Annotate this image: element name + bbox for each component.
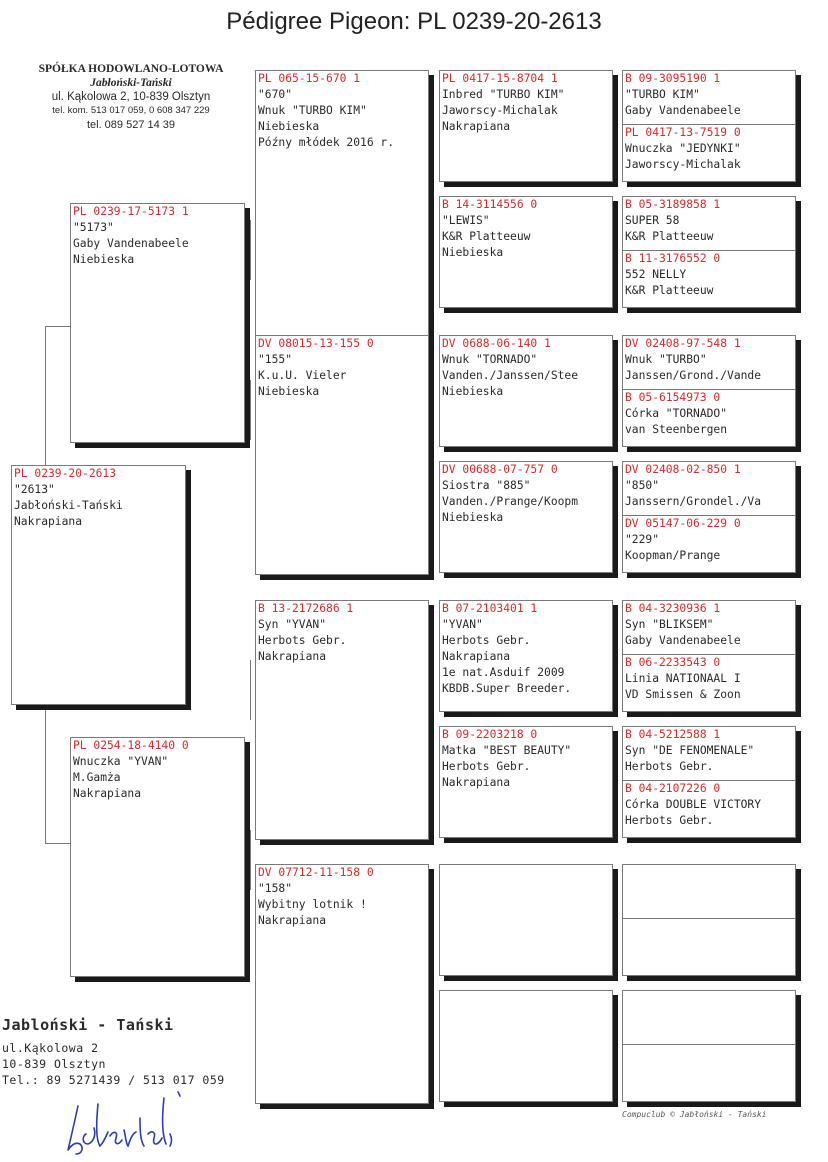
pigeon-detail: Herbots Gebr. [442,760,531,773]
pigeon-detail: Siostra "885" [442,479,531,492]
ring-number: DV 07712-11-158 0 [258,866,374,879]
ring-number: B 11-3176552 0 [625,252,721,265]
ring-number: PL 0417-13-7519 0 [625,126,741,139]
pigeon-detail: Jaworscy-Michalak [625,158,741,171]
pigeon-detail: Córka DOUBLE VICTORY [625,798,762,811]
pigeon-detail: Inbred "TURBO KIM" [442,88,565,101]
ring-number: B 09-2203218 0 [442,728,538,741]
dam-half [623,124,795,181]
pigeon-detail: SUPER 58 [625,214,680,227]
pigeon-detail: K&R Platteeuw [625,230,714,243]
dam-half [623,389,795,446]
ancestor-pair-box [622,600,796,712]
ring-number: PL 0417-15-8704 1 [442,72,558,85]
pigeon-detail: K&R Platteeuw [442,230,531,243]
sire-box [70,203,245,443]
pigeon-detail: K.u.U. Vieler [258,369,347,382]
subject-pigeon-box [11,465,186,705]
pigeon-detail: Vanden./Janssen/Stee [442,369,579,382]
pigeon-detail: M.Gamża [73,771,121,784]
club-header [22,62,240,132]
ancestor-pair-box [622,196,796,308]
pigeon-detail: Linia NATIONAAL I [625,672,741,685]
pedigree-title: Pédigree Pigeon: PL 0239-20-2613 [226,8,602,35]
club-address: ul. Kąkolowa 2, 10-839 Olsztyn [51,91,211,103]
grandparent-box [255,600,429,840]
pigeon-detail: "850" [625,479,660,492]
pigeon-detail: "TURBO KIM" [625,88,700,101]
ring-number: B 04-3230936 1 [625,602,721,615]
pigeon-detail: "5173" [73,221,114,234]
ancestor-pair-box [622,990,796,1102]
connector-line [250,380,251,440]
great-grandparent-box [439,461,613,573]
pigeon-detail: Herbots Gebr. [442,634,531,647]
pigeon-detail: van Steenbergen [625,423,728,436]
grandparent-box [255,864,429,1104]
pigeon-detail: Niebieska [258,120,320,133]
connector-line [45,703,46,843]
pigeon-detail: Nakrapiana [442,650,511,663]
breeder-street: ul.Kąkolowa 2 [2,1041,99,1055]
dam-half [623,918,795,975]
sire-half [623,991,795,1044]
pigeon-detail: Córka "TORNADO" [625,407,728,420]
ring-number: B 06-2233543 0 [625,656,721,669]
pigeon-detail: Nakrapiana [14,515,83,528]
ancestor-pair-box [622,726,796,838]
pigeon-detail: Wnuk "TURBO" [625,353,707,366]
pigeon-detail: Niebieska [258,385,320,398]
connector-line [45,326,46,466]
pigeon-detail: Nakrapiana [442,120,511,133]
great-grandparent-box [439,990,613,1102]
pigeon-detail: Niebieska [73,253,135,266]
ring-number: B 05-6154973 0 [625,391,721,404]
connector-line [250,220,251,280]
ring-number: DV 02408-02-850 1 [625,463,741,476]
pigeon-detail: Niebieska [442,246,504,259]
dam-half [623,515,795,572]
pigeon-detail: KBDB.Super Breeder. [442,682,572,695]
ring-number: PL 065-15-670 1 [258,72,361,85]
ring-number: PL 0239-17-5173 1 [73,205,189,218]
pigeon-detail: "2613" [14,483,55,496]
great-grandparent-box [439,196,613,308]
ring-number: B 13-2172686 1 [258,602,354,615]
pigeon-detail: Janssern/Grondel./Va [625,495,762,508]
ring-number: B 07-2103401 1 [442,602,538,615]
ring-number: B 14-3114556 0 [442,198,538,211]
pigeon-detail: Wybitny lotnik ! [258,898,367,911]
pigeon-detail: Niebieska [442,385,504,398]
pigeon-detail: VD Smissen & Zoon [625,688,741,701]
pigeon-detail: "155" [258,353,293,366]
pigeon-detail: Niebieska [442,511,504,524]
pigeon-detail: Nakrapiana [73,787,142,800]
great-grandparent-box [439,335,613,447]
ring-number: DV 08015-13-155 0 [258,337,374,350]
dam-half [623,654,795,711]
pigeon-detail: Herbots Gebr. [625,760,714,773]
pigeon-detail: Gaby Vandenabeele [625,634,741,647]
pigeon-detail: Matka "BEST BEAUTY" [442,744,572,757]
great-grandparent-box [439,70,613,182]
pigeon-detail: "229" [625,533,660,546]
sire-half [623,71,795,124]
pigeon-detail: "670" [258,88,293,101]
ring-number: B 09-3095190 1 [625,72,721,85]
pigeon-detail: K&R Platteeuw [625,284,714,297]
pigeon-detail: Nakrapiana [442,776,511,789]
sire-half [623,865,795,918]
pigeon-detail: Vanden./Prange/Koopm [442,495,579,508]
sire-half [623,462,795,515]
pigeon-detail: Herbots Gebr. [258,634,347,647]
ancestor-pair-box [622,335,796,447]
breeder-phone: Tel.: 89 5271439 / 513 017 059 [2,1073,225,1087]
pigeon-detail: Nakrapiana [258,650,327,663]
connector-line [250,830,251,890]
dam-half [623,1044,795,1101]
ancestor-pair-box [622,461,796,573]
pigeon-detail: Gaby Vandenabeele [625,104,741,117]
ring-number: B 05-3189858 1 [625,198,721,211]
pigeon-detail: Syn "YVAN" [258,618,327,631]
pigeon-detail: Gaby Vandenabeele [73,237,189,250]
pigeon-detail: Syn "BLIKSEM" [625,618,714,631]
great-grandparent-box [439,726,613,838]
pigeon-detail: Wnuczka "YVAN" [73,755,169,768]
sire-half [623,727,795,780]
great-grandparent-box [439,864,613,976]
ring-number: DV 02408-97-548 1 [625,337,741,350]
pigeon-detail: Nakrapiana [258,914,327,927]
sire-half [623,601,795,654]
ring-number: DV 00688-07-757 0 [442,463,558,476]
club-mobile: tel. kom. 513 017 059, 0 608 347 229 [52,105,210,116]
ring-number: B 04-5212588 1 [625,728,721,741]
pigeon-detail: Herbots Gebr. [625,814,714,827]
pigeon-detail: "158" [258,882,293,895]
ring-number: PL 0239-20-2613 [14,467,117,480]
ring-number: B 04-2107226 0 [625,782,721,795]
ring-number: DV 0688-06-140 1 [442,337,551,350]
pigeon-detail: "YVAN" [442,618,483,631]
sire-half [623,197,795,250]
dam-box [70,737,245,977]
pigeon-detail: Koopman/Prange [625,549,721,562]
breeder-city: 10-839 Olsztyn [2,1057,106,1071]
pigeon-detail: 552 NELLY [625,268,687,281]
pigeon-detail: Późny młódek 2016 r. [258,136,395,149]
pigeon-detail: Jabłoński-Tański [14,499,123,512]
pigeon-detail: Wnuk "TORNADO" [442,353,538,366]
pigeon-detail: 1e nat.Asduif 2009 [442,666,565,679]
connector-line [250,660,251,720]
dam-half [623,250,795,307]
ring-number: DV 05147-06-229 0 [625,517,741,530]
pigeon-detail: "LEWIS" [442,214,490,227]
grandparent-box [255,335,429,575]
club-name: SPÓŁKA HODOWLANO-LOTOWA [38,63,224,75]
connector-line [45,326,72,327]
connector-line [45,843,72,844]
club-phone: tel. 089 527 14 39 [86,119,176,131]
footer-credit: Compuclub © Jabłoński - Tański [622,1110,767,1119]
pigeon-detail: Janssen/Grond./Vande [625,369,762,382]
ancestor-pair-box [622,70,796,182]
breeder-name: Jabloński - Tański [2,1016,174,1034]
great-grandparent-box [439,600,613,712]
pigeon-detail: Syn "DE FENOMENALE" [625,744,755,757]
signature [60,1084,190,1158]
club-owners: Jabłoński-Tański [90,77,172,89]
breeder-info [2,1016,242,1088]
dam-half [623,780,795,837]
sire-half [623,336,795,389]
pigeon-detail: Wnuczka "JEDYNKI" [625,142,741,155]
pigeon-detail: Jaworscy-Michalak [442,104,558,117]
ancestor-pair-box [622,864,796,976]
ring-number: PL 0254-18-4140 0 [73,739,189,752]
pigeon-detail: Wnuk "TURBO KIM" [258,104,367,117]
